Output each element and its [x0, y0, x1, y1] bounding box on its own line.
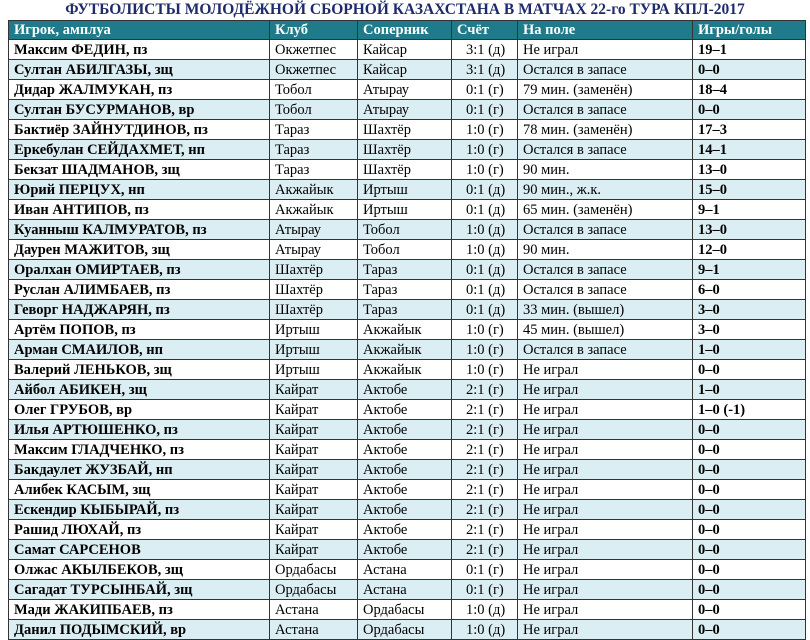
cell-player: Айбол АБИКЕН, зщ — [9, 380, 270, 400]
cell-stats: 17–3 — [693, 120, 806, 140]
cell-club: Атырау — [270, 220, 358, 240]
table-row — [9, 540, 806, 560]
cell-opponent: Кайсар — [358, 60, 452, 80]
cell-on-field: Не играл — [518, 600, 693, 620]
cell-opponent: Тобол — [358, 240, 452, 260]
cell-opponent: Актобе — [358, 440, 452, 460]
cell-on-field: Не играл — [518, 520, 693, 540]
cell-club: Тараз — [270, 140, 358, 160]
cell-stats: 13–0 — [693, 220, 806, 240]
cell-opponent: Шахтёр — [358, 120, 452, 140]
table-row — [9, 360, 806, 380]
cell-score: 0:1 (д) — [452, 180, 518, 200]
cell-on-field: Остался в запасе — [518, 260, 693, 280]
cell-player: Валерий ЛЕНЬКОВ, зщ — [9, 360, 270, 380]
cell-on-field: Остался в запасе — [518, 220, 693, 240]
cell-opponent: Акжайык — [358, 320, 452, 340]
cell-opponent: Актобе — [358, 400, 452, 420]
cell-opponent: Иртыш — [358, 180, 452, 200]
cell-player: Бактиёр ЗАЙНУТДИНОВ, пз — [9, 120, 270, 140]
cell-stats: 0–0 — [693, 540, 806, 560]
cell-opponent: Атырау — [358, 100, 452, 120]
cell-score: 2:1 (г) — [452, 480, 518, 500]
cell-score: 1:0 (г) — [452, 160, 518, 180]
cell-score: 2:1 (г) — [452, 440, 518, 460]
table-row — [9, 580, 806, 600]
cell-score: 2:1 (г) — [452, 500, 518, 520]
table-row — [9, 340, 806, 360]
table-row — [9, 220, 806, 240]
cell-stats: 15–0 — [693, 180, 806, 200]
cell-club: Кайрат — [270, 520, 358, 540]
cell-club: Тобол — [270, 100, 358, 120]
header-opponent: Соперник — [358, 21, 452, 40]
table-row — [9, 320, 806, 340]
cell-club: Ордабасы — [270, 580, 358, 600]
table-row — [9, 240, 806, 260]
cell-player: Иван АНТИПОВ, пз — [9, 200, 270, 220]
cell-on-field: Не играл — [518, 440, 693, 460]
cell-on-field: 79 мин. (заменён) — [518, 80, 693, 100]
cell-score: 1:0 (г) — [452, 120, 518, 140]
cell-club: Кайрат — [270, 480, 358, 500]
cell-on-field: 78 мин. (заменён) — [518, 120, 693, 140]
cell-opponent: Актобе — [358, 480, 452, 500]
cell-player: Максим ГЛАДЧЕНКО, пз — [9, 440, 270, 460]
cell-score: 0:1 (г) — [452, 80, 518, 100]
cell-score: 3:1 (д) — [452, 60, 518, 80]
cell-stats: 19–1 — [693, 40, 806, 60]
cell-club: Кайрат — [270, 420, 358, 440]
cell-club: Окжетпес — [270, 60, 358, 80]
cell-score: 1:0 (д) — [452, 240, 518, 260]
cell-club: Окжетпес — [270, 40, 358, 60]
header-club: Клуб — [270, 21, 358, 40]
cell-opponent: Актобе — [358, 540, 452, 560]
cell-player: Максим ФЕДИН, пз — [9, 40, 270, 60]
cell-club: Иртыш — [270, 340, 358, 360]
cell-on-field: Не играл — [518, 460, 693, 480]
table-row — [9, 280, 806, 300]
cell-player: Бекзат ШАДМАНОВ, зщ — [9, 160, 270, 180]
cell-stats: 0–0 — [693, 100, 806, 120]
cell-club: Кайрат — [270, 400, 358, 420]
cell-opponent: Ордабасы — [358, 620, 452, 640]
cell-player: Рашид ЛЮХАЙ, пз — [9, 520, 270, 540]
cell-score: 2:1 (г) — [452, 460, 518, 480]
cell-on-field: 65 мин. (заменён) — [518, 200, 693, 220]
cell-player: Даурен МАЖИТОВ, зщ — [9, 240, 270, 260]
cell-opponent: Астана — [358, 580, 452, 600]
cell-stats: 0–0 — [693, 600, 806, 620]
cell-score: 1:0 (г) — [452, 140, 518, 160]
cell-stats: 1–0 — [693, 340, 806, 360]
cell-score: 3:1 (д) — [452, 40, 518, 60]
table-row — [9, 260, 806, 280]
table-body — [9, 40, 806, 640]
table-row — [9, 460, 806, 480]
table-row — [9, 380, 806, 400]
cell-stats: 0–0 — [693, 440, 806, 460]
cell-player: Юрий ПЕРЦУХ, нп — [9, 180, 270, 200]
cell-player: Олжас АКЫЛБЕКОВ, зщ — [9, 560, 270, 580]
cell-club: Кайрат — [270, 440, 358, 460]
cell-stats: 0–0 — [693, 420, 806, 440]
cell-player: Еркебулан СЕЙДАХМЕТ, нп — [9, 140, 270, 160]
cell-on-field: Не играл — [518, 480, 693, 500]
table-row — [9, 80, 806, 100]
cell-on-field: Не играл — [518, 400, 693, 420]
cell-stats: 18–4 — [693, 80, 806, 100]
table-row — [9, 140, 806, 160]
cell-stats: 0–0 — [693, 480, 806, 500]
cell-on-field: Не играл — [518, 540, 693, 560]
cell-club: Акжайык — [270, 200, 358, 220]
cell-score: 0:1 (д) — [452, 200, 518, 220]
table-row — [9, 180, 806, 200]
table-row — [9, 400, 806, 420]
table-row — [9, 300, 806, 320]
cell-score: 2:1 (г) — [452, 520, 518, 540]
cell-player: Дидар ЖАЛМУКАН, пз — [9, 80, 270, 100]
cell-on-field: Не играл — [518, 560, 693, 580]
cell-on-field: Остался в запасе — [518, 60, 693, 80]
cell-score: 1:0 (г) — [452, 320, 518, 340]
cell-player: Самат САРСЕНОВ — [9, 540, 270, 560]
cell-club: Астана — [270, 600, 358, 620]
cell-stats: 0–0 — [693, 580, 806, 600]
table-row — [9, 500, 806, 520]
cell-opponent: Тобол — [358, 220, 452, 240]
cell-club: Ордабасы — [270, 560, 358, 580]
cell-stats: 14–1 — [693, 140, 806, 160]
cell-player: Олег ГРУБОВ, вр — [9, 400, 270, 420]
cell-player: Илья АРТЮШЕНКО, пз — [9, 420, 270, 440]
cell-on-field: Не играл — [518, 420, 693, 440]
cell-club: Иртыш — [270, 320, 358, 340]
cell-score: 1:0 (г) — [452, 340, 518, 360]
cell-club: Иртыш — [270, 360, 358, 380]
cell-on-field: 90 мин., ж.к. — [518, 180, 693, 200]
cell-opponent: Иртыш — [358, 200, 452, 220]
cell-score: 0:1 (д) — [452, 300, 518, 320]
cell-club: Кайрат — [270, 500, 358, 520]
cell-opponent: Акжайык — [358, 340, 452, 360]
cell-stats: 1–0 (-1) — [693, 400, 806, 420]
cell-stats: 3–0 — [693, 320, 806, 340]
cell-on-field: Не играл — [518, 500, 693, 520]
cell-stats: 1–0 — [693, 380, 806, 400]
cell-score: 0:1 (д) — [452, 280, 518, 300]
cell-score: 0:1 (г) — [452, 560, 518, 580]
cell-stats: 0–0 — [693, 500, 806, 520]
cell-score: 0:1 (г) — [452, 100, 518, 120]
header-score: Счёт — [452, 21, 518, 40]
cell-player: Султан БУСУРМАНОВ, вр — [9, 100, 270, 120]
cell-club: Шахтёр — [270, 280, 358, 300]
cell-score: 2:1 (г) — [452, 380, 518, 400]
cell-score: 2:1 (г) — [452, 540, 518, 560]
cell-player: Куанныш КАЛМУРАТОВ, пз — [9, 220, 270, 240]
cell-club: Атырау — [270, 240, 358, 260]
cell-club: Тараз — [270, 120, 358, 140]
table-row — [9, 120, 806, 140]
cell-player: Арман СМАИЛОВ, нп — [9, 340, 270, 360]
cell-opponent: Астана — [358, 560, 452, 580]
table-header-row — [9, 21, 806, 40]
cell-opponent: Акжайык — [358, 360, 452, 380]
cell-player: Султан АБИЛГАЗЫ, зщ — [9, 60, 270, 80]
cell-opponent: Ордабасы — [358, 600, 452, 620]
cell-club: Кайрат — [270, 460, 358, 480]
cell-player: Артём ПОПОВ, пз — [9, 320, 270, 340]
cell-player: Данил ПОДЫМСКИЙ, вр — [9, 620, 270, 640]
cell-player: Ескендир КЫБЫРАЙ, пз — [9, 500, 270, 520]
cell-on-field: Не играл — [518, 380, 693, 400]
cell-stats: 0–0 — [693, 460, 806, 480]
cell-stats: 9–1 — [693, 260, 806, 280]
table-row — [9, 600, 806, 620]
cell-club: Астана — [270, 620, 358, 640]
cell-on-field: Не играл — [518, 40, 693, 60]
cell-score: 1:0 (д) — [452, 220, 518, 240]
cell-club: Акжайык — [270, 180, 358, 200]
cell-opponent: Актобе — [358, 520, 452, 540]
cell-on-field: 33 мин. (вышел) — [518, 300, 693, 320]
cell-opponent: Шахтёр — [358, 160, 452, 180]
cell-on-field: 90 мин. — [518, 240, 693, 260]
cell-stats: 6–0 — [693, 280, 806, 300]
cell-on-field: Не играл — [518, 580, 693, 600]
page-title: ФУТБОЛИСТЫ МОЛОДЁЖНОЙ СБОРНОЙ КАЗАХСТАНА В МАТЧАХ 22-го ТУРА КПЛ-2017 — [65, 1, 745, 18]
cell-player: Руслан АЛИМБАЕВ, пз — [9, 280, 270, 300]
cell-on-field: Остался в запасе — [518, 340, 693, 360]
cell-opponent: Актобе — [358, 420, 452, 440]
cell-stats: 0–0 — [693, 520, 806, 540]
table-row — [9, 480, 806, 500]
cell-on-field: 45 мин. (вышел) — [518, 320, 693, 340]
table-row — [9, 520, 806, 540]
table-row — [9, 40, 806, 60]
cell-opponent: Актобе — [358, 380, 452, 400]
header-on-field: На поле — [518, 21, 693, 40]
header-games-goals: Игры/голы — [693, 21, 806, 40]
table-row — [9, 160, 806, 180]
cell-player: Оралхан ОМИРТАЕВ, пз — [9, 260, 270, 280]
cell-stats: 12–0 — [693, 240, 806, 260]
table-row — [9, 200, 806, 220]
cell-on-field: 90 мин. — [518, 160, 693, 180]
cell-club: Шахтёр — [270, 260, 358, 280]
cell-on-field: Остался в запасе — [518, 140, 693, 160]
cell-score: 2:1 (г) — [452, 420, 518, 440]
cell-score: 0:1 (д) — [452, 260, 518, 280]
table-row — [9, 440, 806, 460]
cell-on-field: Остался в запасе — [518, 100, 693, 120]
cell-player: Бакдаулет ЖУЗБАЙ, нп — [9, 460, 270, 480]
cell-stats: 9–1 — [693, 200, 806, 220]
cell-opponent: Кайсар — [358, 40, 452, 60]
cell-player: Мади ЖАКИПБАЕВ, пз — [9, 600, 270, 620]
cell-club: Кайрат — [270, 540, 358, 560]
cell-score: 2:1 (г) — [452, 400, 518, 420]
cell-stats: 0–0 — [693, 60, 806, 80]
cell-stats: 0–0 — [693, 360, 806, 380]
cell-score: 0:1 (г) — [452, 580, 518, 600]
cell-score: 1:0 (д) — [452, 620, 518, 640]
cell-club: Кайрат — [270, 380, 358, 400]
cell-club: Тараз — [270, 160, 358, 180]
cell-on-field: Не играл — [518, 360, 693, 380]
cell-club: Тобол — [270, 80, 358, 100]
cell-player: Алибек КАСЫМ, зщ — [9, 480, 270, 500]
cell-opponent: Актобе — [358, 500, 452, 520]
table-row — [9, 100, 806, 120]
header-player: Игрок, амплуа — [9, 21, 270, 40]
cell-stats: 0–0 — [693, 560, 806, 580]
cell-player: Сагадат ТУРСЫНБАЙ, зщ — [9, 580, 270, 600]
table-row — [9, 420, 806, 440]
cell-player: Геворг НАДЖАРЯН, пз — [9, 300, 270, 320]
cell-stats: 3–0 — [693, 300, 806, 320]
cell-opponent: Актобе — [358, 460, 452, 480]
cell-opponent: Тараз — [358, 260, 452, 280]
cell-opponent: Тараз — [358, 280, 452, 300]
table-row — [9, 60, 806, 80]
cell-stats: 0–0 — [693, 620, 806, 640]
cell-score: 1:0 (г) — [452, 360, 518, 380]
table-row — [9, 560, 806, 580]
cell-on-field: Остался в запасе — [518, 280, 693, 300]
cell-opponent: Атырау — [358, 80, 452, 100]
cell-opponent: Шахтёр — [358, 140, 452, 160]
cell-club: Шахтёр — [270, 300, 358, 320]
players-table — [8, 20, 806, 640]
cell-stats: 13–0 — [693, 160, 806, 180]
cell-score: 1:0 (д) — [452, 600, 518, 620]
cell-on-field: Не играл — [518, 620, 693, 640]
cell-opponent: Тараз — [358, 300, 452, 320]
